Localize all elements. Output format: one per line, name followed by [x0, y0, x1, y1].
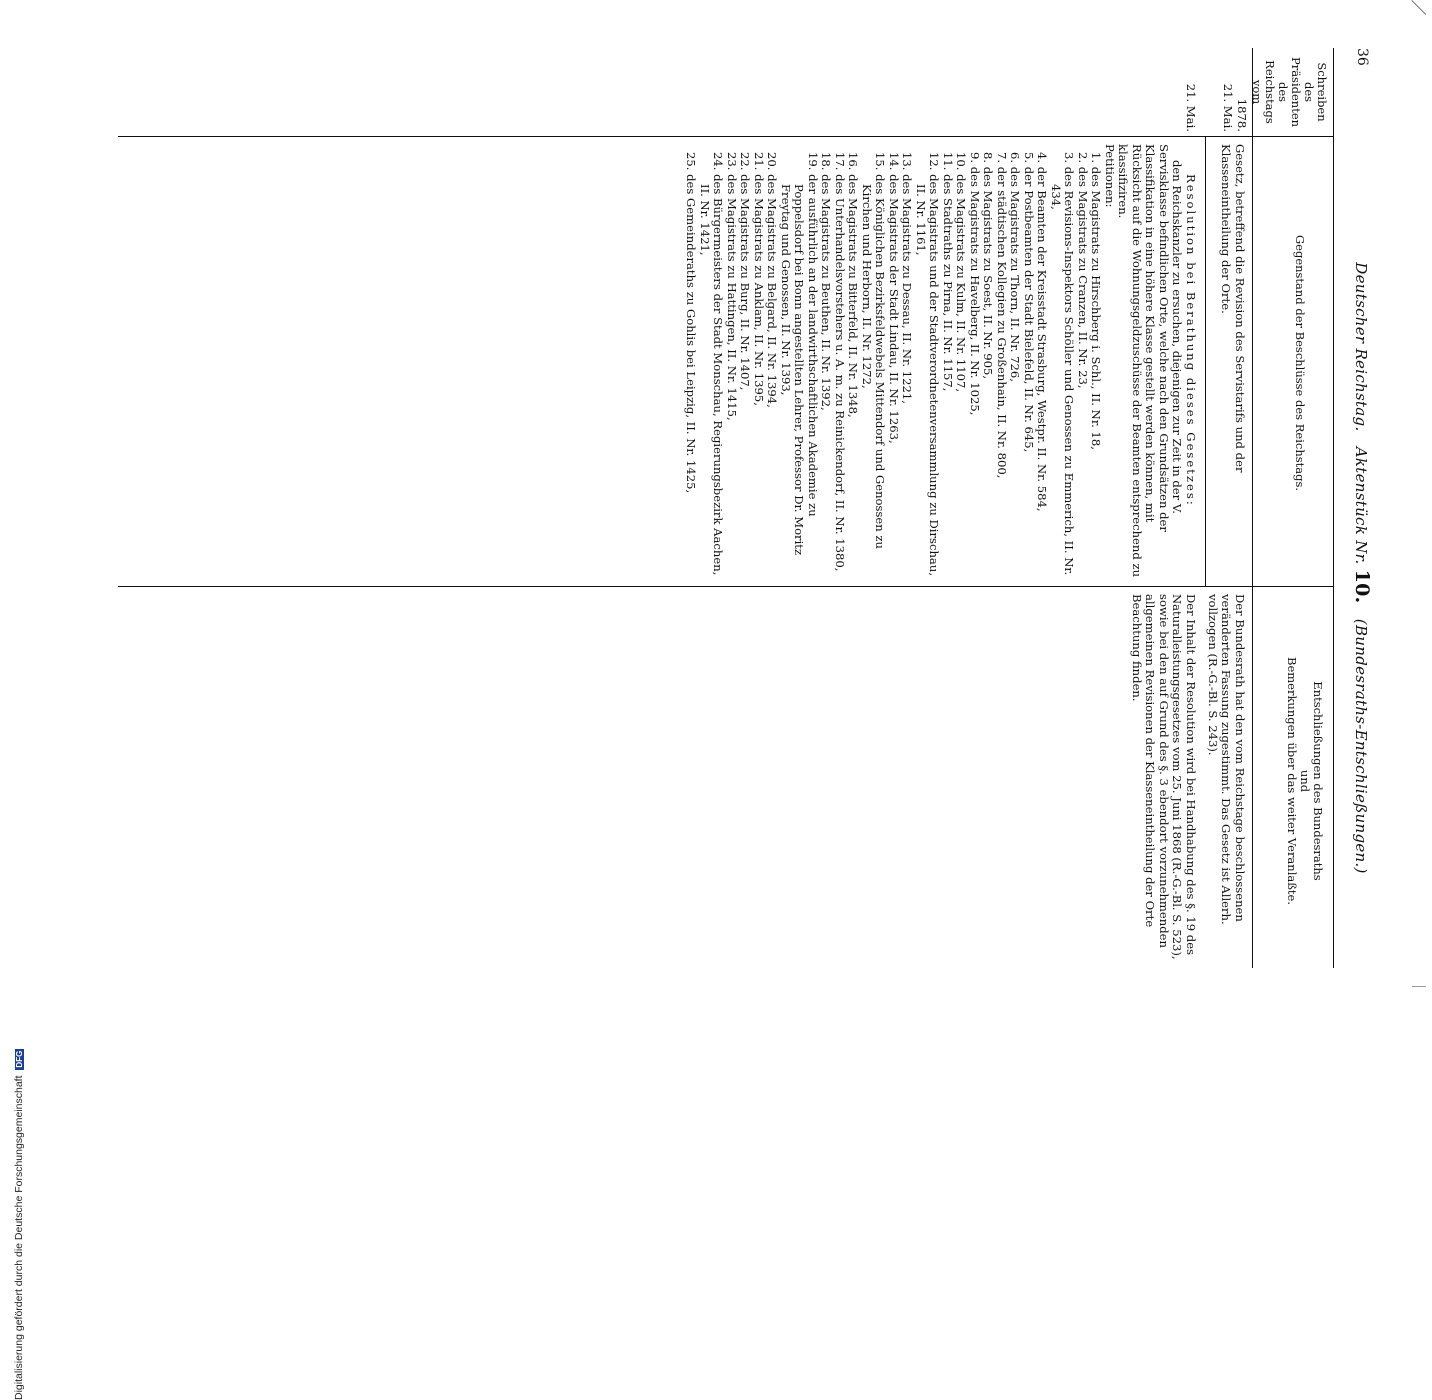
scan-corner-mark — [1397, 0, 1426, 29]
row2-decision: Der Inhalt der Resolution wird bei Handhabung des §. 19 des Naturalleistungsgesetzes vom 25. Juni 1868 (R.-G.-Bl. S. 523), sowie bei den auf Grund des §. 3 ebendort vorzunehmenden allgemeinen Revisionen der Klasseneintheilung der Orte Beachtung finden. — [1130, 594, 1198, 960]
petition-item: 21. des Magistrats zu Anklam, II. Nr. 1395, — [752, 152, 766, 406]
petition-item: 12. des Magistrats und der Stadtverordnetenversammlung zu Dirschau, II. Nr. 1161, — [914, 152, 942, 576]
row1-year: 1878. — [1235, 98, 1249, 132]
scan-edge-mark — [1412, 986, 1426, 997]
column-header-letter-date: Schreiben des Präsidenten des Reichstags vom — [1250, 56, 1329, 128]
running-head-nr-value: 10. — [1351, 569, 1373, 604]
row1-day: 21. Mai. — [1221, 83, 1236, 132]
running-head-nr-label: Nr. — [1352, 540, 1370, 565]
column-header-subject: Gegenstand der Beschlüsse des Reichstags. — [1293, 234, 1307, 492]
petition-item: 7. der städtischen Kollegien zu Großenhain, II. Nr. 800, — [995, 152, 1009, 479]
digitization-credit — [13, 1049, 25, 1400]
column-header-decisions-line3: Bemerkungen über das weiter Veranlaßte. — [1285, 657, 1299, 905]
petition-item: 5. der Postbeamten der Stadt Bielefeld, II. Nr. 645, — [1022, 152, 1036, 453]
column-divider-1 — [118, 136, 1334, 137]
table-top-rule — [1333, 48, 1334, 968]
petition-item: 1. des Magistrats zu Hirschberg i. Schl., II. Nr. 18, — [1089, 152, 1104, 450]
running-head — [1351, 198, 1373, 938]
page-number: 36 — [1354, 48, 1370, 66]
row-divider — [1205, 136, 1206, 586]
rotated-document-page — [118, 48, 1373, 968]
petition-item: 22. des Magistrats zu Burg, II. Nr. 1407, — [738, 152, 753, 391]
column-divider-2 — [118, 586, 1334, 587]
column-header-decisions — [1285, 596, 1324, 966]
petition-item: 2. des Magistrats zu Cranzen, II. Nr. 23, — [1076, 152, 1090, 389]
row1-decision: Der Bundesrath hat den vom Reichstage beschlossenen veränderten Fassung zugestimmt. Das Gesetz ist Allerh. vollzogen (R.-G.-Bl. S. 243). — [1206, 594, 1247, 925]
petition-item: 11. des Stadtraths zu Pirna, II. Nr. 1157, — [941, 152, 955, 392]
petition-item: 17. des Unterhandelsvorstehers u. A. m. zu Reinickendorf, II. Nr. 1380, — [833, 152, 847, 572]
petition-item: 20. des Magistrats zu Belgard, II. Nr. 1394, — [765, 152, 780, 408]
petition-item: 19. der ausführlich an der landwirthschaftlichen Akademie zu Poppelsdorf bei Bonn angestellten Lehrer, Professor Dr. Moritz Freytag und Genossen, II. Nr. 1393, — [779, 152, 820, 556]
petition-item: 9. des Magistrats zu Havelberg, II. Nr. 1025, — [968, 152, 982, 416]
petition-item: 23. des Magistrats zu Hattingen, II. Nr. 1415, — [725, 152, 739, 421]
petition-item: 10. des Magistrats zu Kulm, II. Nr. 1107, — [954, 152, 969, 393]
running-head-title: Deutscher Reichstag. — [1352, 262, 1370, 432]
table-header-rule — [1252, 48, 1253, 968]
row2-subject — [684, 144, 1197, 580]
digitization-credit-text: Digitalisierung gefördert durch die Deutsche Forschungsgemeinschaft — [13, 1075, 25, 1400]
petition-item: 6. des Magistrats zu Thorn, II. Nr. 726, — [1008, 152, 1023, 382]
dfg-logo: DFG — [15, 1050, 24, 1068]
resolution-text: den Reichskanzler zu ersuchen, diejenigen zur Zeit in der V. Servisklasse befindlichen Orte, welche nach den Grundsätzen der Klassifikation in eine höhere Klasse gestellt werden können, mit Rücksicht auf die Wohnungsgeldzuschüsse der Beamten entsprechend zu klassifiziren. — [1116, 144, 1185, 578]
petition-list — [684, 144, 1103, 580]
running-head-aktenstueck: Aktenstück — [1352, 446, 1370, 536]
petition-item: 24. des Bürgermeisters der Stadt Monschau, Regierungsbezirk Aachen, II. Nr. 1421, — [698, 152, 726, 576]
petition-item: 16. des Magistrats zu Bitterfeld, II. Nr. 1348, — [846, 152, 861, 418]
petition-item: 8. des Magistrats zu Soest, II. Nr. 905, — [981, 152, 996, 380]
petition-item: 3. des Revisions-Inspektors Schöller und Genossen zu Emmerich, II. Nr. 434, — [1049, 152, 1077, 576]
resolution-heading: Resolution bei Berathung dieses Gesetzes: — [1184, 174, 1198, 507]
row2-date: 21. Mai. — [1184, 83, 1198, 132]
digitization-credit-strip — [0, 400, 25, 1400]
petition-item: 14. des Magistrats der Stadt Lindau, II. Nr. 1263, — [887, 152, 901, 444]
row1-subject: Gesetz, betreffend die Revision des Servistarifs und der Klasseneintheilung der Orte. — [1219, 144, 1247, 473]
petition-item: 25. des Gemeinderaths zu Gohlis bei Leipzig, II. Nr. 1425, — [684, 152, 699, 494]
column-header-decisions-line2: und — [1298, 769, 1312, 793]
column-header-decisions-line1: Entschließungen des Bundesraths — [1311, 681, 1325, 881]
row1-date — [1221, 54, 1248, 132]
running-head-subtitle: (Bundesraths-Entschließungen.) — [1352, 618, 1370, 874]
petition-item: 18. des Magistrats zu Beuthen, II. Nr. 1392, — [819, 152, 834, 411]
petitions-heading: Petitionen: — [1103, 144, 1117, 208]
petition-item: 13. des Magistrats zu Dessau, II. Nr. 1221, — [900, 152, 915, 404]
petition-item: 4. der Beamten der Kreisstadt Strasburg, Westpr. II. Nr. 584, — [1035, 152, 1050, 512]
petition-item: 15. des Königlichen Bezirksfeldwebels Mittendorf und Genossen zu Kirchen und Herborn, II. Nr. 1272, — [860, 152, 888, 550]
